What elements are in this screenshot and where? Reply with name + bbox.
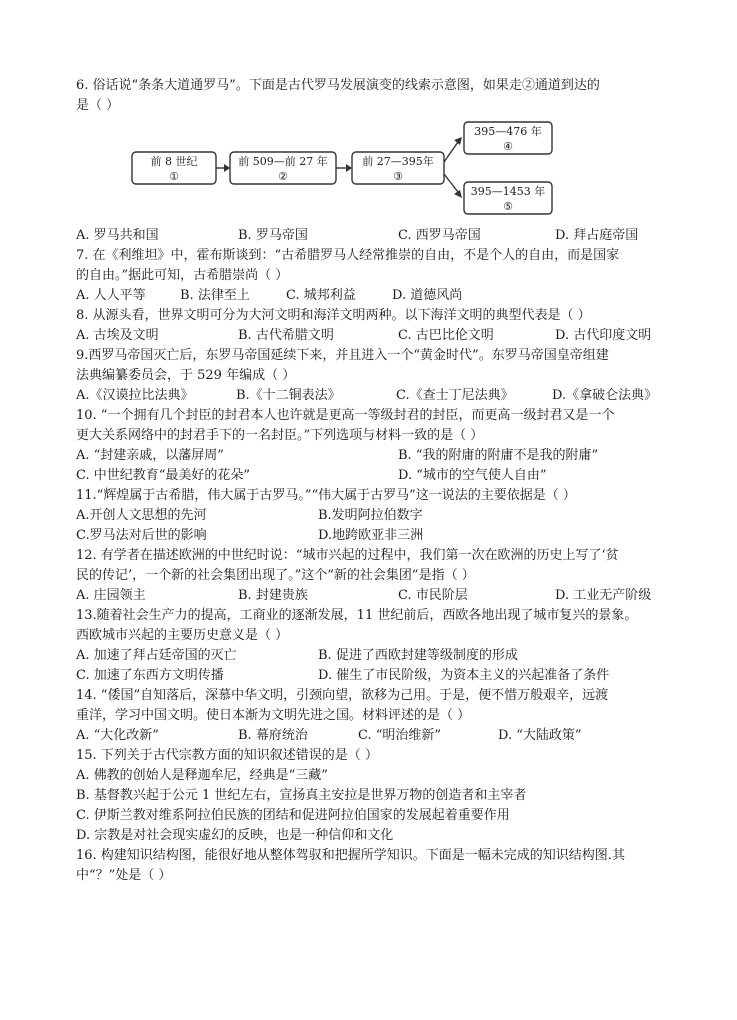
q11-option-d[interactable]: D.地跨欧亚非三洲 (318, 528, 424, 543)
q14-option-a[interactable]: A. “大化改新” (76, 728, 159, 743)
arrow-3-4 (444, 142, 458, 162)
q7-option-a[interactable]: A. 人人平等 (76, 288, 146, 303)
q14-stem-line2: 重洋，学习中国文明。使日本渐为文明先进之国。材料评述的是（ ） (76, 708, 471, 723)
q9-stem-line2: 法典编纂委员会，于 529 年编成（ ） (76, 368, 296, 383)
q10-stem-line1: 10. “一个拥有几个封臣的封君本人也许就是更高一等级封君的封臣，而更高一级封君又是一个 (76, 408, 615, 423)
q12-stem-line2: 民的传记’，一个新的社会集团出现了。”这个“新的社会集团”是指（ ） (76, 568, 475, 583)
q8-option-d[interactable]: D. 古代印度文明 (555, 328, 652, 343)
q9-option-c[interactable]: C.《查士丁尼法典》 (396, 388, 514, 403)
q15-option-d[interactable]: D. 宗教是对社会现实虚幻的反映，也是一种信仰和文化 (76, 828, 394, 843)
timeline-box-3-number: ③ (393, 170, 403, 183)
q9-option-d[interactable]: D.《拿破仑法典》 (552, 388, 658, 403)
timeline-box-5-number: ⑤ (503, 200, 513, 213)
q12-option-b[interactable]: B. 封建贵族 (238, 588, 308, 603)
q10-option-a[interactable]: A. “封建亲戚，以藩屏周” (76, 448, 224, 463)
q10-option-b[interactable]: B. “我的附庸的附庸不是我的附庸” (398, 448, 599, 463)
q11-option-c[interactable]: C.罗马法对后世的影响 (76, 528, 207, 543)
q10-option-c[interactable]: C. 中世纪教育“最美好的花朵” (76, 468, 251, 483)
q12-option-a[interactable]: A. 庄园领主 (76, 588, 146, 603)
arrowhead-2-3 (346, 164, 352, 172)
q15-option-c[interactable]: C. 伊斯兰教对维系阿拉伯民族的团结和促进阿拉伯国家的发展起着重要作用 (76, 808, 510, 823)
q6-stem-line1: 6. 俗话说“条条大道通罗马”。下面是古代罗马发展演变的线索示意图，如果走②通道到达的 (76, 78, 600, 93)
timeline-box-4-period: 395—476 年 (474, 125, 542, 138)
q14-option-c[interactable]: C. “明治维新” (358, 728, 442, 743)
q8-option-a[interactable]: A. 古埃及文明 (76, 328, 159, 343)
timeline-box-2-number: ② (278, 170, 288, 183)
q16-stem-line1: 16. 构建知识结构图，能很好地从整体驾驭和把握所学知识。下面是一幅未完成的知识结构图.其 (76, 848, 625, 863)
timeline-box-1-number: ① (169, 170, 179, 183)
q12-option-d[interactable]: D. 工业无产阶级 (555, 588, 652, 603)
timeline-box-5-period: 395—1453 年 (470, 185, 546, 198)
q11-stem: 11.“辉煌属于古希腊，伟大属于古罗马。”“伟大属于古罗马”这一说法的主要依据是（ ） (76, 488, 576, 503)
q13-option-b[interactable]: B. 促进了西欧封建等级制度的形成 (318, 648, 518, 663)
timeline-box-2-period: 前 509—前 27 年 (238, 155, 328, 168)
q13-option-a[interactable]: A. 加速了拜占廷帝国的灭亡 (76, 648, 237, 663)
q14-option-d[interactable]: D. “大陆政策” (498, 728, 582, 743)
q11-option-a[interactable]: A.开创人文思想的先河 (76, 508, 207, 523)
q9-option-b[interactable]: B.《十二铜表法》 (236, 388, 341, 403)
q7-option-b[interactable]: B. 法律至上 (180, 288, 250, 303)
q7-stem-line2: 的自由。”据此可知，古希腊崇尚（ ） (76, 268, 289, 283)
q7-stem-line1: 7. 在《利维坦》中，霍布斯谈到：“古希腊罗马人经常推崇的自由，不是个人的自由，而是国家 (76, 248, 620, 263)
q6-option-a[interactable]: A. 罗马共和国 (76, 228, 159, 243)
q12-option-c[interactable]: C. 市民阶层 (398, 588, 468, 603)
q13-stem-line2: 西欧城市兴起的主要历史意义是（ ） (76, 628, 289, 643)
arrowhead-1-2 (224, 164, 230, 172)
q7-option-d[interactable]: D. 道德风尚 (392, 288, 463, 303)
q9-option-a[interactable]: A.《汉谟拉比法典》 (76, 388, 194, 403)
q7-option-c[interactable]: C. 城邦利益 (286, 288, 356, 303)
q10-option-d[interactable]: D. “城市的空气使人自由” (398, 468, 547, 483)
q13-stem-line1: 13.随着社会生产力的提高，工商业的逐渐发展，11 世纪前后，西欧各地出现了城市复兴的景象。 (76, 608, 638, 623)
q13-option-d[interactable]: D. 催生了市民阶级，为资本主义的兴起准备了条件 (318, 668, 610, 683)
q9-stem-line1: 9.西罗马帝国灭亡后，东罗马帝国延续下来，并且进入一个“黄金时代”。东罗马帝国皇帝组建 (76, 348, 609, 363)
q6-option-c[interactable]: C. 西罗马帝国 (398, 228, 481, 243)
q14-option-b[interactable]: B. 幕府统治 (238, 728, 308, 743)
q16-stem-line2: 中“？”处是（ ） (76, 868, 172, 883)
q14-stem-line1: 14. “倭国”自知落后，深慕中华文明，引颈向望，欲移为己用。于是，便不惜万般艰辛，远渡 (76, 688, 609, 703)
q15-option-b[interactable]: B. 基督教兴起于公元 1 世纪左右，宣扬真主安拉是世界万物的创造者和主宰者 (76, 788, 527, 803)
timeline-box-4-number: ④ (503, 140, 513, 153)
q15-option-a[interactable]: A. 佛教的创始人是释迦牟尼，经典是“三藏” (76, 768, 328, 783)
q15-stem: 15. 下列关于古代宗教方面的知识叙述错误的是（ ） (76, 748, 378, 763)
q13-option-c[interactable]: C. 加速了东西方文明传播 (76, 668, 224, 683)
arrow-3-5 (444, 174, 458, 192)
arrowhead-3-4 (454, 137, 462, 145)
q6-stem-line2: 是（ ） (76, 98, 120, 113)
q6-option-d[interactable]: D. 拜占庭帝国 (555, 228, 639, 243)
q6-option-b[interactable]: B. 罗马帝国 (238, 228, 308, 243)
q12-stem-line1: 12. 有学者在描述欧洲的中世纪时说：“城市兴起的过程中，我们第一次在欧洲的历史上写了‘贫 (76, 548, 619, 563)
q11-option-b[interactable]: B.发明阿拉伯数字 (318, 508, 423, 523)
q8-option-b[interactable]: B. 古代希腊文明 (238, 328, 334, 343)
q8-option-c[interactable]: C. 古巴比伦文明 (398, 328, 494, 343)
timeline-box-3-period: 前 27—395年 (362, 155, 434, 168)
timeline-box-1-period: 前 8 世纪 (150, 155, 198, 168)
q10-stem-line2: 更大关系网络中的封君手下的一名封臣。”下列选项与材料一致的是（ ） (76, 428, 484, 443)
q8-stem: 8. 从源头看，世界文明可分为大河文明和海洋文明两种。以下海洋文明的典型代表是（ ） (76, 308, 591, 323)
rome-timeline-diagram (128, 118, 568, 218)
